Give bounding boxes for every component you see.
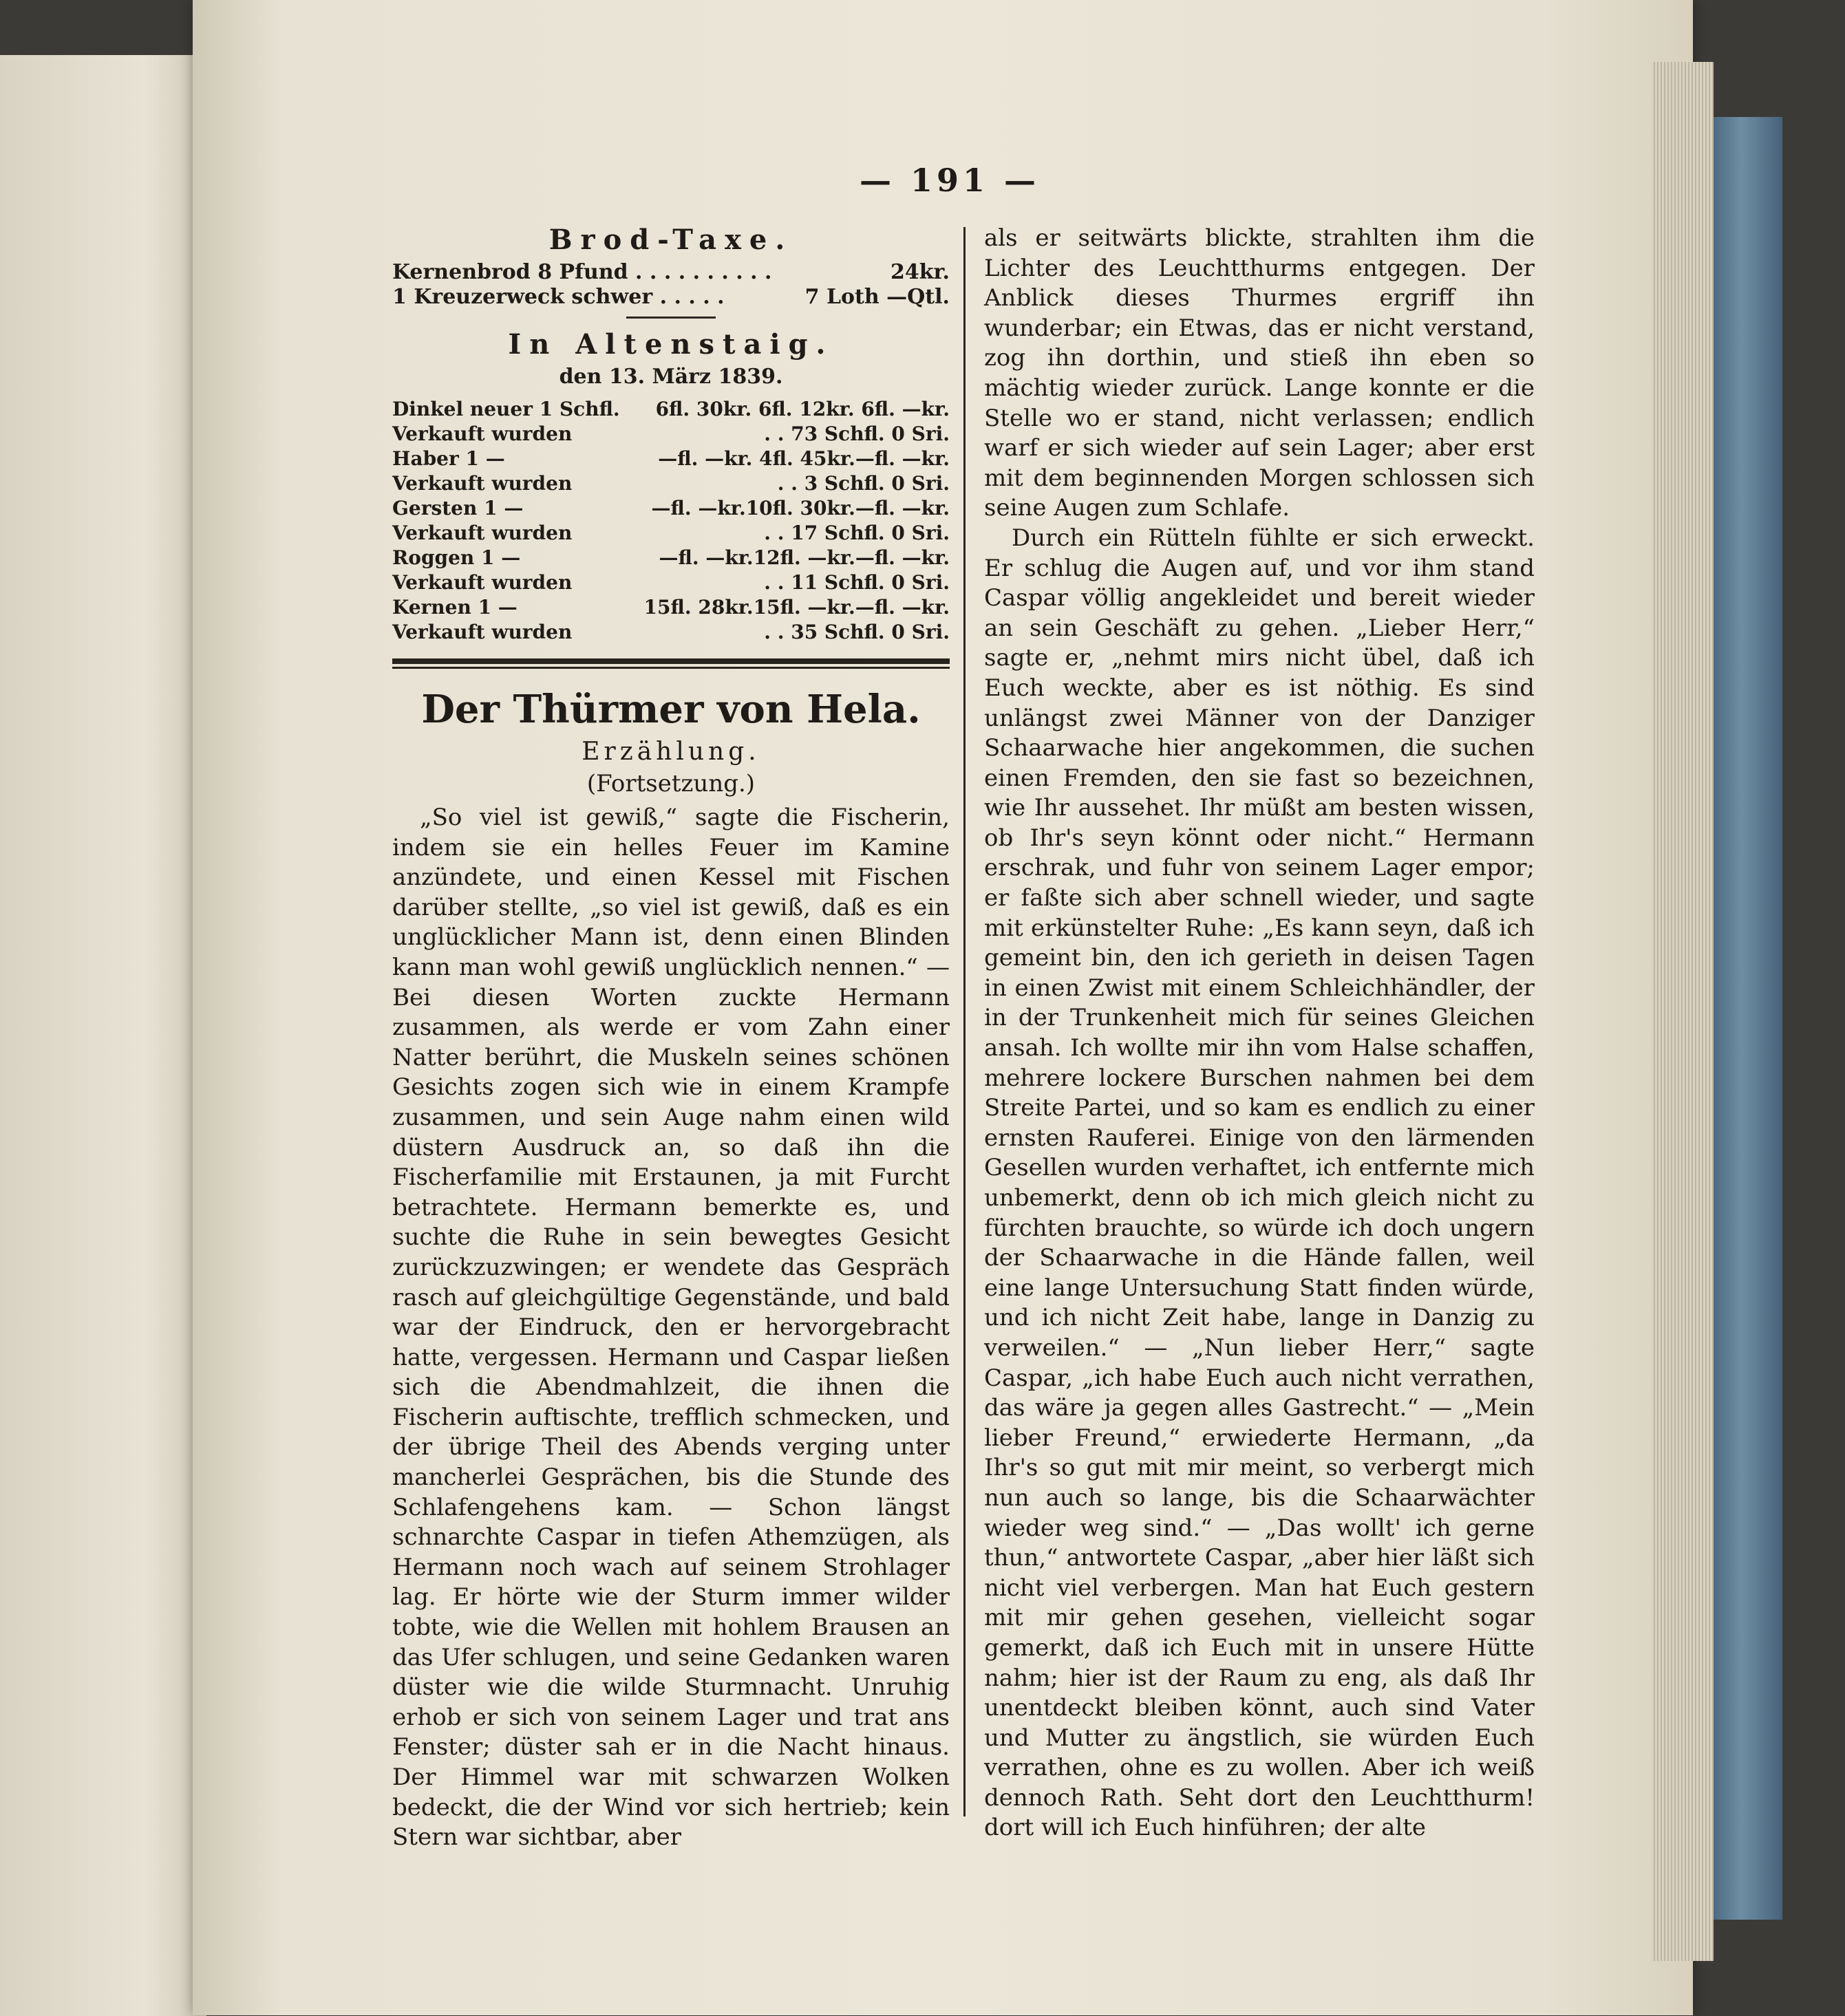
- story-subtitle: Erzählung.: [582, 738, 760, 766]
- market-row: [392, 447, 950, 471]
- market-row: [392, 397, 950, 422]
- price-row: [392, 260, 950, 285]
- market-label: Gersten 1 —: [392, 497, 524, 519]
- market-label: Kernen 1 —: [392, 596, 518, 619]
- market-label: Verkauft wurden: [392, 422, 573, 445]
- market-label: Roggen 1 —: [392, 546, 521, 569]
- market-values: . . 17 Schfl. 0 Sri.: [764, 522, 950, 544]
- market-label: Haber 1 —: [392, 447, 505, 470]
- price-item: 1 Kreuzerweck schwer . . . . .: [392, 285, 725, 309]
- paragraph: Durch ein Rütteln fühlte er sich erweckt. Er schlug die Augen auf, und vor ihm stand Caspar völlig angekleidet und bereit wieder an sein Geschäft zu gehen. „Lieber Herr,“ sagte er, „nehmt mirs nicht übel, daß ich Euch weckte, aber es ist nöthig. Es sind unlängst zwei Männer von der Danziger Schaarwache hier angekommen, die suchen einen Fremden, den sie fast so bezeichnen, wie Ihr aussehet. Ihr müßt am besten wissen, ob Ihr's seyn könnt oder nicht.“ Hermann erschrak, und fuhr von seinem Lager empor; er faßte sich aber schnell wieder, und sagte mit erkünstelter Ruhe: „Es kann seyn, daß ich gemeint bin, den ich gerieth in deisen Tagen in einen Zwist mit einem Schleichhändler, der in der Trunkenheit mich für seines Gleichen ansah. Ich wollte mir ihn vom Halse schaffen, mehrere lockere Burschen nahmen bei dem Streite Partei, und so kam es endlich zu einer ernsten Rauferei. Einige von den lärmenden Gesellen wurden verhaftet, ich entfernte mich unbemerkt, denn ob ich mich gleich nicht zu fürchten brauchte, so würde ich doch ungern der Schaarwache in die Hände fallen, weil eine lange Untersuchung Statt finden würde, und ich nicht Zeit habe, lange in Danzig zu verweilen.“ — „Nun lieber Herr,“ sagte Caspar, „ich habe Euch auch nicht verrathen, das wäre ja gegen alles Gastrecht.“ — „Mein lieber Freund,“ erwiederte Hermann, „da Ihr's so gut mit mir meint, so verbergt mich nun auch so lange, bis die Schaarwächter wieder weg sind.“ — „Das wollt' ich gerne thun,“ antwortete Caspar, „aber hier läßt sich nicht viel verbergen. Man hat Euch gestern mit mir gehen gesehen, vielleicht sogar gemerkt, daß ich Euch mit in unsere Hütte nahm; hier ist der Raum zu eng, als daß Ihr unentdeckt bleiben könnt, auch sind Vater und Mutter zu ängstlich, sie würden Euch verrathen, ohne es zu wollen. Aber ich weiß dennoch Rath. Seht dort den Leuchtthurm! dort will ich Euch hinführen; der alte: [984, 524, 1535, 1842]
- market-row: [392, 595, 950, 620]
- bread-tax-heading: Brod-Taxe.: [548, 224, 793, 256]
- market-values: 6fl. 30kr. 6fl. 12kr. 6fl. —kr.: [655, 398, 950, 420]
- market-label: Verkauft wurden: [392, 571, 573, 594]
- market-values: . . 11 Schfl. 0 Sri.: [764, 571, 950, 594]
- market-values: —fl. —kr. 4fl. 45kr.—fl. —kr.: [658, 447, 950, 470]
- facing-page-edge: [0, 55, 206, 2016]
- story-title: Der Thürmer von Hela.: [421, 687, 921, 732]
- market-label: Verkauft wurden: [392, 472, 573, 495]
- page-stack-edge: [1652, 62, 1714, 1961]
- market-label: Verkauft wurden: [392, 522, 573, 544]
- column-divider: [963, 227, 966, 1816]
- market-date: den 13. März 1839.: [559, 365, 783, 389]
- right-column: [984, 224, 1535, 1843]
- market-label: Verkauft wurden: [392, 621, 573, 643]
- price-row: [392, 285, 950, 310]
- story-text-right: [984, 224, 1535, 1843]
- market-row: [392, 620, 950, 645]
- market-row: [392, 521, 950, 546]
- story-continuation: (Fortsetzung.): [586, 770, 756, 797]
- left-column: [392, 224, 950, 1853]
- thick-rule: [392, 658, 950, 664]
- story-text-left: [392, 803, 950, 1853]
- page-number: — 191 —: [859, 162, 1041, 199]
- market-values: —fl. —kr.10fl. 30kr.—fl. —kr.: [651, 497, 950, 519]
- paragraph: als er seitwärts blickte, strahlten ihm die Lichter des Leuchtthurms entgegen. Der Anblick dieses Thurmes ergriff ihn wunderbar; ein Etwas, das er nicht verstand, zog ihn dorthin, und stieß ihn eben so mächtig wieder zurück. Lange konnte er die Stelle wo er stand, nicht verlassen; endlich warf er sich wieder auf sein Lager; aber erst mit dem beginnenden Morgen schlossen sich seine Augen zum Schlafe.: [984, 224, 1535, 522]
- market-row: [392, 471, 950, 496]
- section-rule: [626, 317, 716, 319]
- book-cover-edge: [1714, 117, 1782, 1920]
- market-values: 15fl. 28kr.15fl. —kr.—fl. —kr.: [643, 596, 950, 619]
- market-row: [392, 422, 950, 447]
- market-row: [392, 570, 950, 595]
- market-values: . . 35 Schfl. 0 Sri.: [764, 621, 950, 643]
- market-row: [392, 496, 950, 521]
- market-values: . . 3 Schfl. 0 Sri.: [777, 472, 950, 495]
- market-values: —fl. —kr.12fl. —kr.—fl. —kr.: [659, 546, 950, 569]
- market-heading: In Altenstaig.: [508, 328, 834, 361]
- market-row: [392, 546, 950, 570]
- market-label: Dinkel neuer 1 Schfl.: [392, 398, 620, 420]
- price-value: 7 Loth —Qtl.: [804, 285, 950, 309]
- price-value: 24kr.: [890, 260, 950, 284]
- market-values: . . 73 Schfl. 0 Sri.: [764, 422, 950, 445]
- price-item: Kernenbrod 8 Pfund . . . . . . . . . .: [392, 260, 772, 284]
- section-double-rule: [392, 658, 950, 669]
- paragraph: „So viel ist gewiß,“ sagte die Fischerin, indem sie ein helles Feuer im Kamine anzündete, und einen Kessel mit Fischen darüber stellte, „so viel ist gewiß, daß es ein unglücklicher Mann ist, denn einen Blinden kann man wohl gewiß unglücklich nennen.“ — Bei diesen Worten zuckte Hermann zusammen, als werde er vom Zahn einer Natter berührt, die Muskeln seines schönen Gesichts zogen sich wie in einem Krampfe zusammen, und sein Auge nahm einen wild düstern Ausdruck an, so daß ihn die Fischerfamilie mit Erstaunen, ja mit Furcht betrachtete. Hermann bemerkte es, und suchte die Ruhe in sein bewegtes Gesicht zurückzuzwingen; er wendete das Gespräch rasch auf gleichgültige Gegenstände, und bald war der Eindruck, den er hervorgebracht hatte, vergessen. Hermann und Caspar ließen sich die Abendmahlzeit, die ihnen die Fischerin auftischte, trefflich schmecken, und der übrige Theil des Abends verging unter mancherlei Gesprächen, bis die Stunde des Schlafengehens kam. — Schon längst schnarchte Caspar in tiefen Athemzügen, als Hermann noch wach auf seinem Strohlager lag. Er hörte wie der Sturm immer wilder tobte, wie die Wellen mit hohlem Brausen an das Ufer schlugen, und seine Gedanken waren düster wie die wilde Sturmnacht. Unruhig erhob er sich von seinem Lager und trat ans Fenster; düster sah er in die Nacht hinaus. Der Himmel war mit schwarzen Wolken bedeckt, die der Wind vor sich hertrieb; kein Stern war sichtbar, aber: [392, 804, 950, 1852]
- thin-rule: [392, 667, 950, 669]
